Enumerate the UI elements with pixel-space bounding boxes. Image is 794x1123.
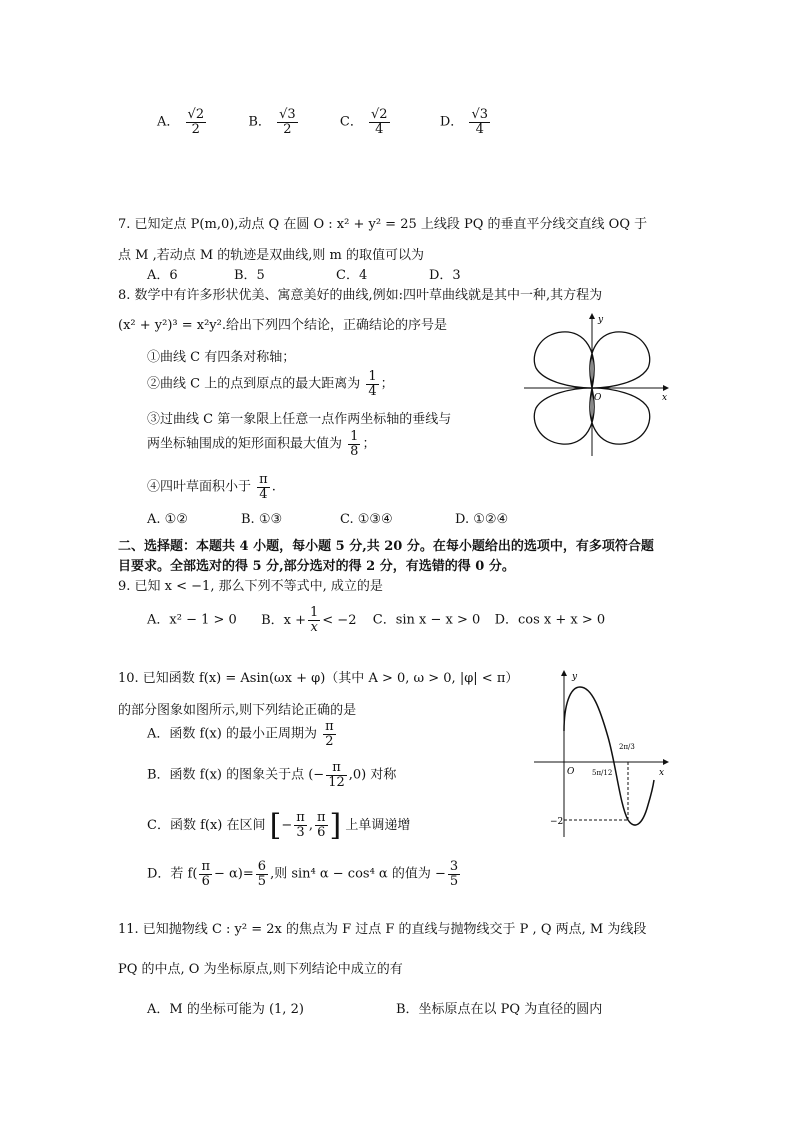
q9-option-d: D．cos x + x > 0 [494,612,606,628]
q8-origin-label: O [594,393,602,403]
q10-label-5pi12: 5π/12 [592,769,613,777]
q10-x-label: x [659,768,665,778]
q8-statement-3b: 两坐标轴围成的矩形面积最大值为 $\frac{1}{8}$ ； [147,429,376,459]
q11-stem-line2: PQ 的中点, O 为坐标原点,则下列结论中成立的有 [118,962,403,977]
q8-statement-2-fraction: $\frac{1}{4}$ [368,369,377,399]
q11-option-a: A．M 的坐标可能为 (1, 2) [147,1002,304,1017]
section2-heading-line1: 二、选择题：本题共 4 小题，每小题 5 分,共 20 分。在每小题给出的选项中，有多项符合题 [118,539,654,554]
q7-stem-line1: 7. 已知定点 P(m,0),动点 Q 在圆 O : x² + y² = 25 上线段 PQ 的垂直平分线交直线 OQ 于 [118,217,648,232]
q6-option-d-label: D． [439,114,464,130]
q10-option-b: B．函数 f(x) 的图象关于点 (− $\frac{\pi}{12}$ ,0) 对称 [147,760,397,790]
q9-option-a: A．x² − 1 > 0 [147,612,237,628]
q6-option-c-label: C． [339,114,363,130]
q6-option-d-fraction: $\frac{√3}{4}$ [471,107,488,137]
q6-options [157,108,492,136]
q6-option-b-label: B． [248,114,271,130]
q8-leaf-upper-left [534,332,594,388]
q7-option-c: C．4 [336,268,368,283]
q7-stem-line2: 点 M ,若动点 M 的轨迹是双曲线,则 m 的取值可以为 [118,248,425,263]
q10-y-label: y [572,672,578,682]
q9-options [147,606,605,634]
q9-stem: 9. 已知 x < −1, 那么下列不等式中, 成立的是 [118,579,383,594]
q10-option-d: D．若 f( $\frac{\pi}{6}$ − α)= $\frac{6}{5}$ ,则 sin⁴ α − cos⁴ α 的值为 − $\frac{3}{5}$ [147,859,459,889]
q8-x-label: x [662,393,668,403]
q8-option-d: D. ①②④ [455,512,509,527]
q8-option-b: B. ①③ [241,512,283,527]
q6-option-a-fraction: $\frac{√2}{2}$ [187,107,205,137]
q9-option-c: C．sin x − x > 0 [372,612,481,628]
q8-leaf-upper-right [590,332,650,388]
q8-statement-4: ④四叶草面积小于 $\frac{\pi}{4}$ . [147,472,276,502]
q8-y-label: y [598,315,604,325]
q6-option-b-fraction: $\frac{√3}{2}$ [279,107,296,137]
q8-clover-figure [522,310,672,460]
section2-heading-line2: 目要求。全部选对的得 5 分,部分选对的得 2 分，有选错的得 0 分。 [118,559,515,574]
q8-option-a: A. ①② [147,512,188,527]
q8-statement-1: ①曲线 C 有四条对称轴； [147,350,296,365]
q8-statement-3a: ③过曲线 C 第一象限上任意一点作两坐标轴的垂线与 [147,412,452,427]
q7-option-d: D．3 [429,268,461,283]
q10-sine-curve [564,687,654,825]
q10-stem-line2: 的部分图象如图所示,则下列结论正确的是 [118,703,357,718]
q8-stem-tail: .给出下列四个结论，正确结论的序号是 [221,318,448,333]
q7-option-b: B．5 [234,268,265,283]
q10-label-min: −2 [550,817,564,827]
q7-option-a: A．6 [147,268,178,283]
q6-option-c-fraction: $\frac{√2}{4}$ [371,107,388,137]
q10-stem-line1: 10. 已知函数 f(x) = Asin(ωx + φ)（其中 A > 0, ω > 0, |φ| < π） [118,671,519,686]
q10-origin-label: O [567,767,575,777]
q8-option-c: C. ①③④ [340,512,393,527]
q9-option-b: B．x + $\frac{1}{x}$ < −2 [261,605,357,635]
q10-option-a: A．函数 f(x) 的最小正周期为 $\frac{\pi}{2}$ [147,719,334,749]
q10-label-2pi3: 2π/3 [619,743,635,751]
q11-stem-line1: 11. 已知抛物线 C : y² = 2x 的焦点为 F 过点 F 的直线与抛物线交于 P , Q 两点, M 为线段 [118,922,647,937]
q10-option-c: C．函数 f(x) 在区间 [− $\frac{\pi}{3}$ , $\frac{\pi}{6}$ ] 上单调递增 [147,808,411,843]
q8-stem-line1: 8. 数学中有许多形状优美、寓意美好的曲线,例如:四叶草曲线就是其中一种,其方程为 [118,288,603,303]
q6-option-a-label: A． [157,114,180,130]
q8-leaf-lower-left [534,388,594,444]
q8-statement-3-fraction: $\frac{1}{8}$ [350,429,359,459]
q10-sine-graph [530,665,675,845]
q11-option-b: B．坐标原点在以 PQ 为直径的圆内 [396,1002,603,1017]
q8-statement-2: ②曲线 C 上的点到原点的最大距离为 $\frac{1}{4}$ ； [147,369,394,399]
q8-statement-4-fraction: $\frac{\pi}{4}$ [259,472,268,502]
q8-stem-line2 [118,314,447,333]
q8-equation: (x² + y²)³ = x²y² [118,318,222,333]
